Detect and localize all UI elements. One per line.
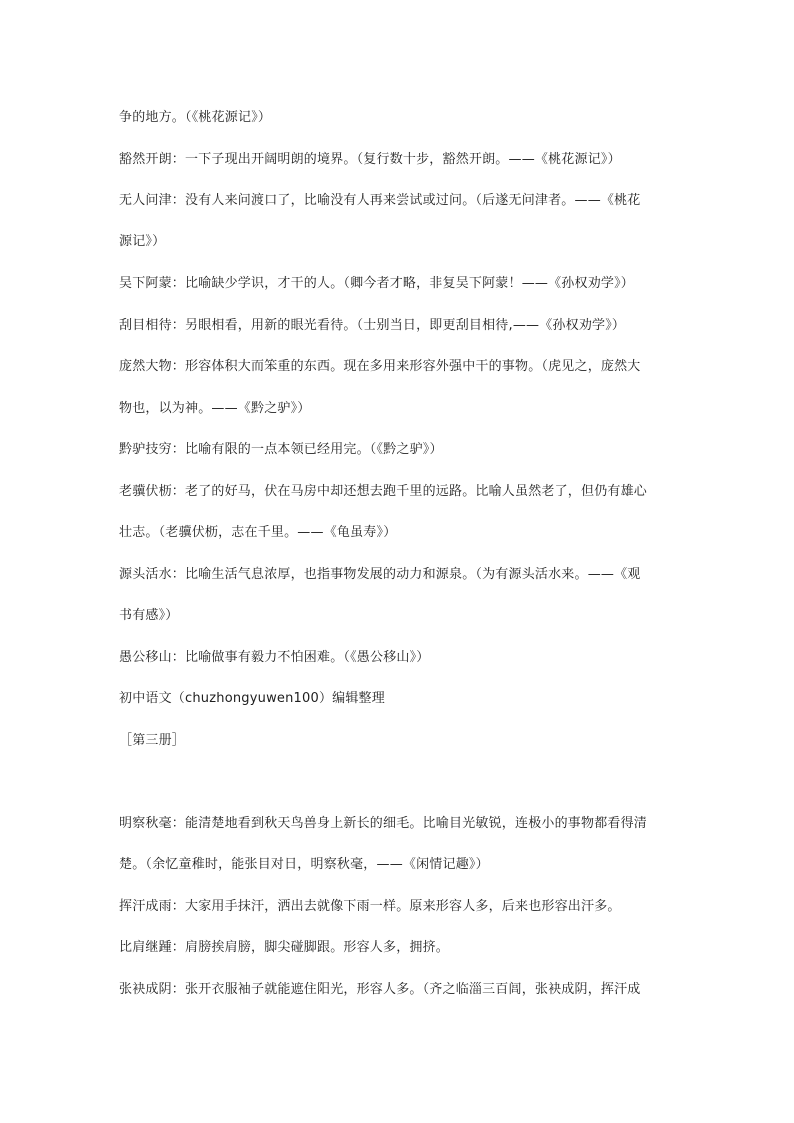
text-line-12: 源头活水：比喻生活气息浓厚，也指事物发展的动力和源泉。（为有源头活水来。——《观 bbox=[119, 567, 641, 582]
text-line-13: 书有感》） bbox=[119, 608, 179, 623]
text-line-5: 吴下阿蒙：比喻缺少学识，才干的人。（卿今者才略，非复吴下阿蒙！——《孙权劝学》） bbox=[119, 276, 635, 291]
editor-credit: 初中语文（chuzhongyuwen100）编辑整理 bbox=[119, 691, 385, 706]
text-line-3: 无人问津：没有人来问渡口了，比喻没有人再来尝试或过问。（后遂无问津者。——《桃花 bbox=[119, 193, 641, 208]
text-line-4: 源记》） bbox=[119, 234, 166, 249]
text-line-18: 楚。（余忆童稚时，能张目对日，明察秋毫，——《闲情记趣》） bbox=[119, 857, 489, 872]
section-heading: ［第三册］ bbox=[119, 733, 186, 748]
text-line-19: 挥汗成雨：大家用手抹汗，洒出去就像下雨一样。原来形容人多，后来也形容出汗多。 bbox=[119, 899, 621, 914]
text-line-9: 黔驴技穷：比喻有限的一点本领已经用完。（《黔之驴》） bbox=[119, 442, 443, 457]
text-line-2: 豁然开朗：一下子现出开阔明朗的境界。（复行数十步，豁然开朗。——《桃花源记》） bbox=[119, 152, 621, 167]
text-line-7: 庞然大物：形容体积大而笨重的东西。现在多用来形容外强中干的事物。（虎见之，庞然大 bbox=[119, 359, 641, 374]
text-line-21: 张袂成阴：张开衣服袖子就能遮住阳光，形容人多。（齐之临淄三百闾，张袂成阴，挥汗成 bbox=[119, 982, 641, 997]
text-line-1: 争的地方。（《桃花源记》） bbox=[119, 110, 272, 125]
text-line-8: 物也，以为神。——《黔之驴》） bbox=[119, 401, 311, 416]
text-line-20: 比肩继踵：肩膀挨肩膀，脚尖碰脚跟。形容人多，拥挤。 bbox=[119, 940, 450, 955]
text-line-17: 明察秋毫：能清楚地看到秋天鸟兽身上新长的细毛。比喻目光敏锐，连极小的事物都看得清 bbox=[119, 816, 648, 831]
text-line-6: 刮目相待：另眼相看，用新的眼光看待。（士别当日，即更刮目相待,——《孙权劝学》） bbox=[119, 318, 626, 333]
text-line-11: 壮志。（老骥伏枥，志在千里。——《龟虽寿》） bbox=[119, 525, 397, 540]
text-line-10: 老骥伏枥：老了的好马，伏在马房中却还想去跑千里的远路。比喻人虽然老了，但仍有雄心 bbox=[119, 484, 648, 499]
text-line-14: 愚公移山：比喻做事有毅力不怕困难。（《愚公移山》） bbox=[119, 650, 430, 665]
